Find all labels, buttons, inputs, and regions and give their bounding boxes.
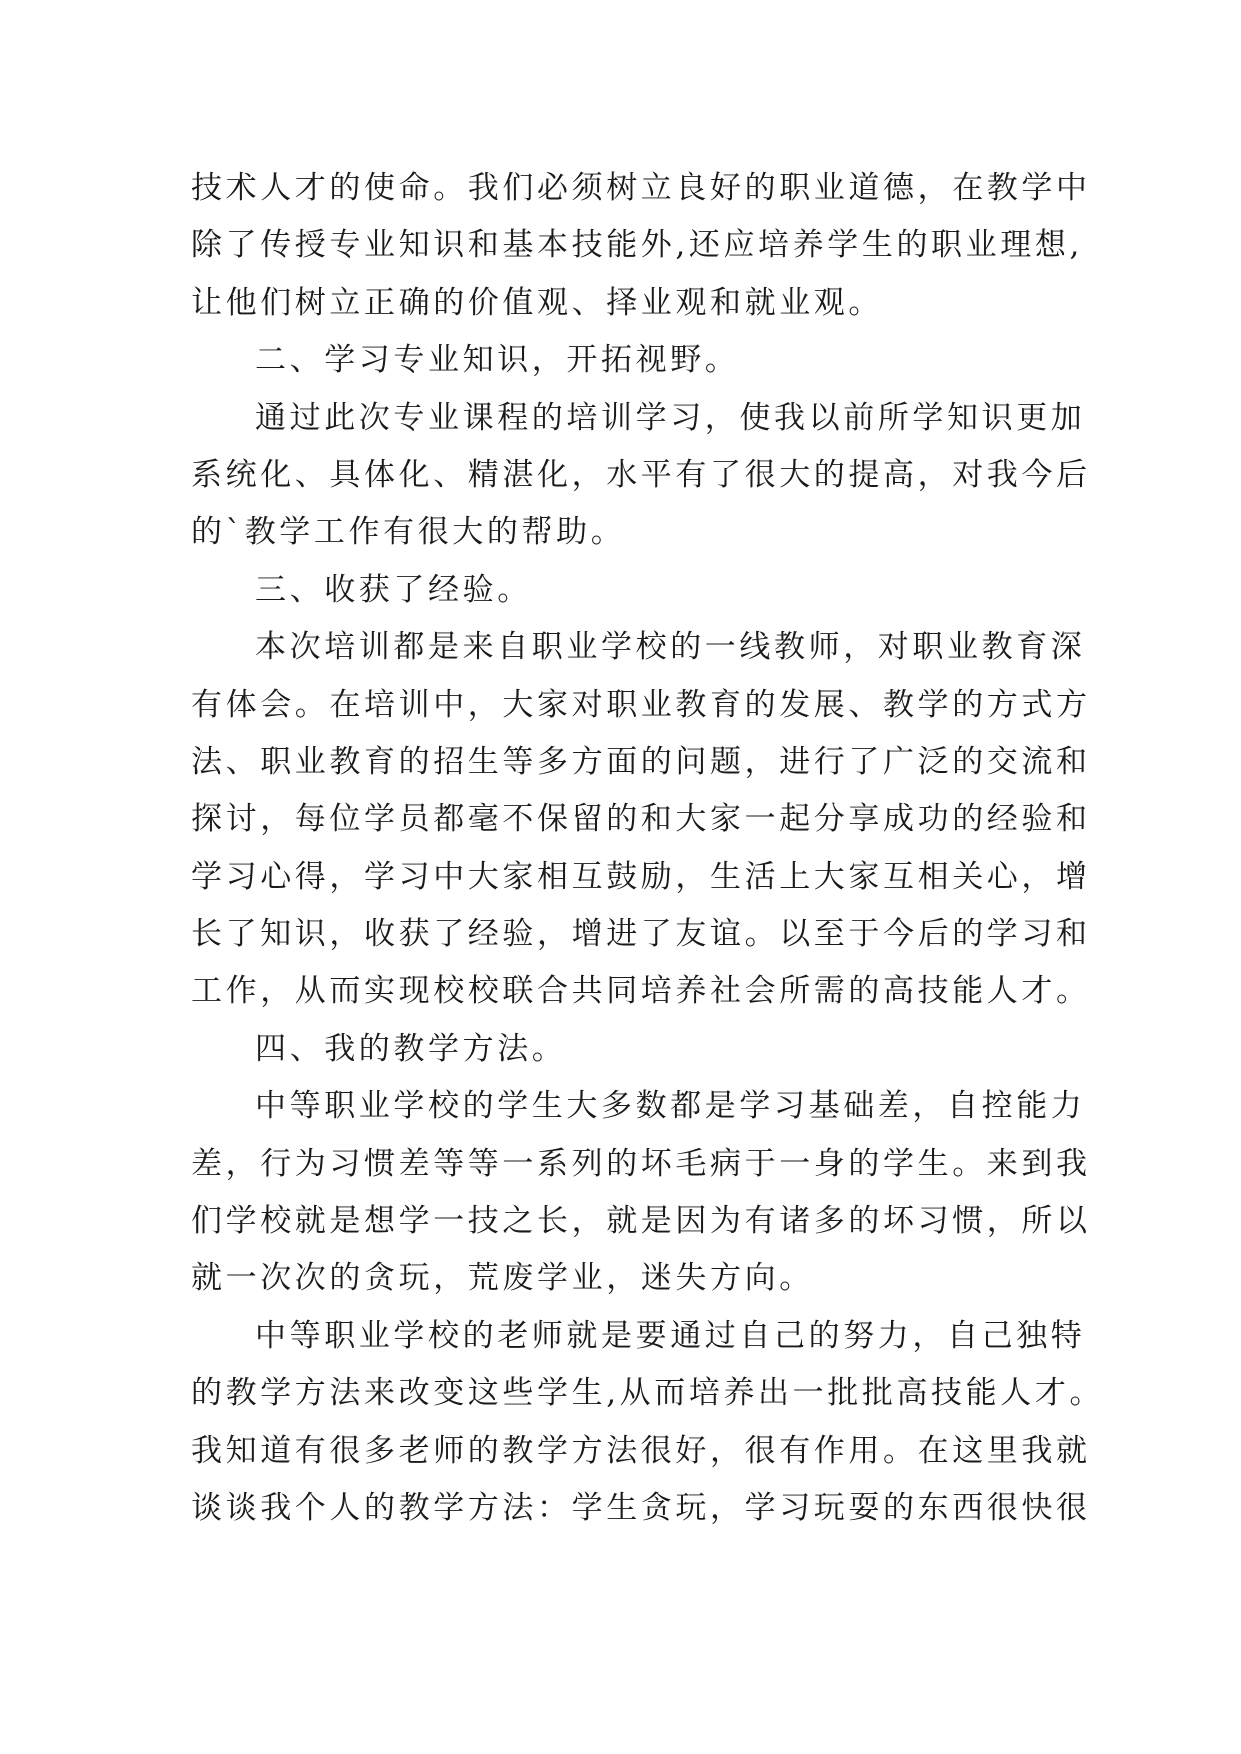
text-line: 法、职业教育的招生等多方面的问题，进行了广泛的交流和	[191, 743, 1091, 780]
text-line: 们学校就是想学一技之长，就是因为有诸多的坏习惯，所以	[191, 1203, 1091, 1240]
text-line: 中等职业学校的学生大多数都是学习基础差，自控能力	[255, 1088, 1086, 1125]
text-line: 本次培训都是来自职业学校的一线教师，对职业教育深	[255, 629, 1086, 666]
text-line: 长了知识，收获了经验，增进了友谊。以至于今后的学习和	[191, 916, 1091, 953]
text-line: 的`教学工作有很大的帮助。	[191, 514, 626, 551]
text-line: 让他们树立正确的价值观、择业观和就业观。	[191, 284, 883, 321]
text-line: 技术人才的使命。我们必须树立良好的职业道德，在教学中	[191, 170, 1091, 206]
text-line: 通过此次专业课程的培训学习，使我以前所学知识更加	[255, 399, 1086, 436]
text-line: 探讨，每位学员都毫不保留的和大家一起分享成功的经验和	[191, 801, 1091, 838]
text-line: 学习心得，学习中大家相互鼓励，生活上大家互相关心，增	[191, 858, 1091, 895]
section-heading: 二、学习专业知识，开拓视野。	[255, 342, 740, 379]
section-heading: 四、我的教学方法。	[255, 1030, 567, 1067]
text-line: 有体会。在培训中，大家对职业教育的发展、教学的方式方	[191, 686, 1091, 723]
text-line: 中等职业学校的老师就是要通过自己的努力，自己独特	[255, 1317, 1086, 1354]
text-line: 就一次次的贪玩，荒废学业，迷失方向。	[191, 1260, 814, 1297]
text-line: 差，行为习惯差等等一系列的坏毛病于一身的学生。来到我	[191, 1145, 1091, 1182]
section-heading: 三、收获了经验。	[255, 571, 532, 608]
text-line: 的教学方法来改变这些学生,从而培养出一批批高技能人才。	[191, 1375, 1105, 1412]
text-line: 我知道有很多老师的教学方法很好，很有作用。在这里我就	[191, 1432, 1091, 1469]
document-body	[191, 160, 1105, 1537]
text-line: 工作，从而实现校校联合共同培养社会所需的高技能人才。	[191, 973, 1091, 1010]
text-line: 谈谈我个人的教学方法：学生贪玩，学习玩耍的东西很快很	[191, 1489, 1091, 1526]
text-line: 除了传授专业知识和基本技能外,还应培养学生的职业理想,	[191, 227, 1083, 264]
text-line: 系统化、具体化、精湛化，水平有了很大的提高，对我今后	[191, 456, 1091, 493]
